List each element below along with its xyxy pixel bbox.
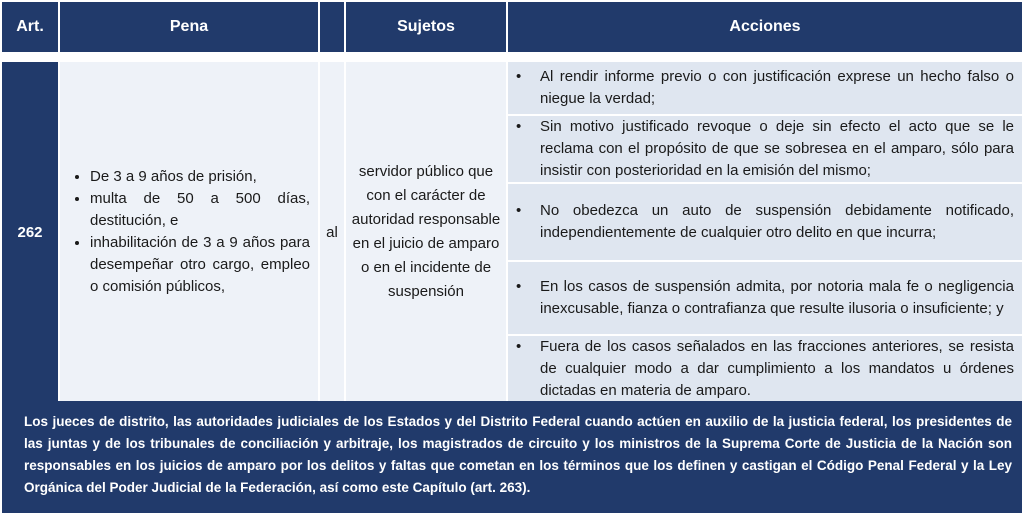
accion-text: En los casos de suspensión admita, por notoria mala fe o negligencia inexcusable, fianza o contrafianza que resulte ilusoria o insuficiente; y [540,278,1014,317]
bullet-icon: • [516,338,522,355]
accion-item [508,262,1022,334]
header-acciones: Acciones [508,2,1022,52]
pena-cell [60,62,318,402]
table-header-row [2,2,1022,52]
accion-item [508,336,1022,402]
al-cell: al [320,62,344,402]
art-number: 262 [2,62,58,402]
spacer-row [2,54,1022,60]
table-row [2,62,1022,114]
pena-item: • multa de 50 a 500 días, destitución, e [90,188,310,232]
accion-text: No obedezca un auto de suspensión debidamente notificado, independientemente de cualquier otro delito en que incurra; [540,202,1014,241]
bullet-icon: • [516,202,522,219]
header-empty [320,2,344,52]
accion-text: Sin motivo justificado revoque o deje sin efecto el acto que se le reclama con el propósito de que se sobresea en el amparo, sólo para insistir con posterioridad en la emisión del mismo; [540,118,1014,179]
header-sujetos: Sujetos [346,2,506,52]
accion-item [508,62,1022,114]
pena-item: • inhabilitación de 3 a 9 años para desempeñar otro cargo, empleo o comisión públicos, [90,232,310,298]
accion-text: Al rendir informe previo o con justificación exprese un hecho falso o niegue la verdad; [540,68,1014,107]
pena-list [60,166,318,298]
header-art: Art. [2,2,58,52]
sujetos-cell: servidor público que con el carácter de autoridad responsable en el juicio de amparo o en el incidente de suspensión [346,62,506,402]
accion-item [508,116,1022,182]
accion-text: Fuera de los casos señalados en las fracciones anteriores, se resista de cualquier modo a dar cumplimiento a los mandatos u órdenes dictadas en materia de amparo. [540,338,1014,399]
pena-item: • De 3 a 9 años de prisión, [90,166,310,188]
bullet-icon: • [516,118,522,135]
bullet-icon: • [516,278,522,295]
accion-item [508,184,1022,260]
footer-note: Los jueces de distrito, las autoridades judiciales de los Estados y del Distrito Federal cuando actúen en auxilio de la justicia federal, los presidentes de las juntas y de los tribunales de conciliación y arbitraje, los magistrados de circuito y los ministros de la Suprema Corte de Justicia de la Nación son responsables en los juicios de amparo por los delitos y faltas que cometan en los términos que los definen y castigan el Código Penal Federal y la Ley Orgánica del Poder Judicial de la Federación, así como este Capítulo (art. 263). [2,401,1022,513]
header-pena: Pena [60,2,318,52]
bullet-icon: • [516,68,522,85]
